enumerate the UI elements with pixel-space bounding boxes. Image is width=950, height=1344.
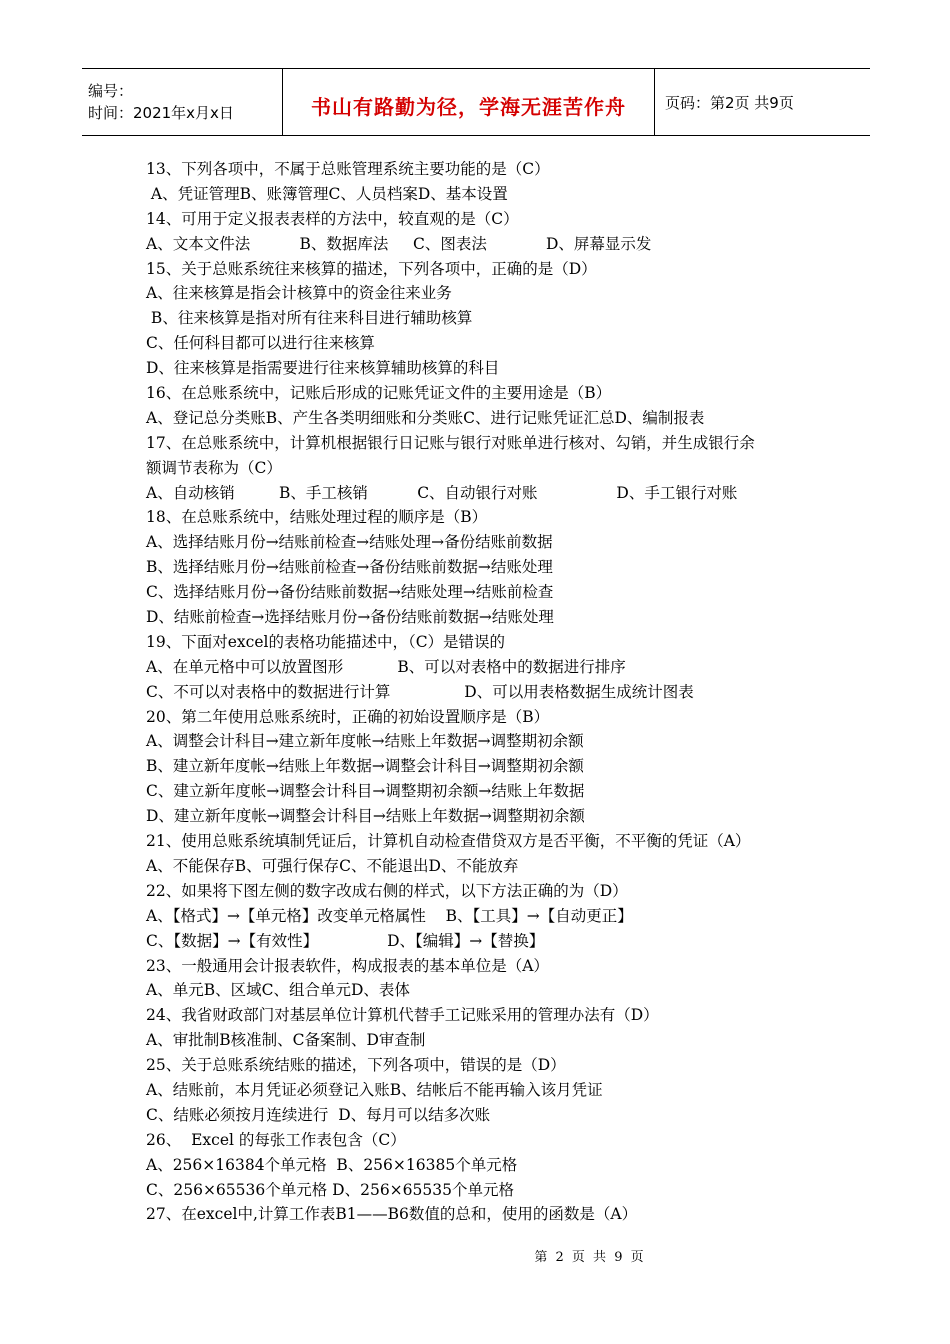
text-line: B、建立新年度帐→结账上年数据→调整会计科目→调整期初余额	[146, 757, 584, 776]
text-line: D、结账前检查→选择结账月份→备份结账前数据→结账处理	[146, 608, 554, 627]
text-line: C、选择结账月份→备份结账前数据→结账处理→结账前检查	[146, 583, 554, 602]
text-line: 26、 Excel 的每张工作表包含（C）	[146, 1130, 406, 1149]
text-line: 18、在总账系统中，结账处理过程的顺序是（B）	[146, 508, 488, 527]
text-line: A、在单元格中可以放置图形 B、可以对表格中的数据进行排序	[146, 657, 626, 676]
text-line: A、【格式】→【单元格】改变单元格属性 B、【工具】→【自动更正】	[146, 906, 633, 925]
text-line: C、256×65536个单元格 D、256×65535个单元格	[146, 1180, 514, 1199]
header-page-cell	[655, 69, 870, 135]
text-line: C、建立新年度帐→调整会计科目→调整期初余额→结账上年数据	[146, 782, 585, 801]
text-line: C、任何科目都可以进行往来核算	[146, 334, 375, 353]
header-page-label: 页码：第2页 共9页	[665, 93, 794, 112]
page-footer	[0, 1246, 950, 1265]
footer-page-number: 第 2 页 共 9 页	[534, 1250, 646, 1265]
text-line: A、结账前，本月凭证必须登记入账B、结帐后不能再输入该月凭证	[146, 1080, 603, 1099]
text-line: 15、关于总账系统往来核算的描述，下列各项中，正确的是（D）	[146, 259, 597, 278]
text-line: 25、关于总账系统结账的描述，下列各项中，错误的是（D）	[146, 1056, 566, 1075]
text-line: B、往来核算是指对所有往来科目进行辅助核算	[146, 309, 473, 328]
text-line: 额调节表称为（C）	[146, 458, 282, 477]
text-line: 24、我省财政部门对基层单位计算机代替手工记账采用的管理办法有（D）	[146, 1006, 659, 1025]
text-line: A、选择结账月份→结账前检查→结账处理→备份结账前数据	[146, 533, 553, 552]
text-line: A、单元B、区域C、组合单元D、表体	[146, 981, 410, 1000]
text-line: 27、在excel中,计算工作表B1——B6数值的总和，使用的函数是（A）	[146, 1205, 638, 1224]
text-line: C、不可以对表格中的数据进行计算 D、可以用表格数据生成统计图表	[146, 682, 694, 701]
text-line: D、建立新年度帐→调整会计科目→结账上年数据→调整期初余额	[146, 807, 585, 826]
doc-number-label: 编号：	[88, 82, 134, 100]
text-line: 19、下面对excel的表格功能描述中，（C）是错误的	[146, 632, 506, 651]
text-line: A、审批制B核准制、C备案制、D审查制	[146, 1031, 426, 1050]
text-line: A、不能保存B、可强行保存C、不能退出D、不能放弃	[146, 856, 519, 875]
text-line: A、自动核销 B、手工核销 C、自动银行对账 D、手工银行对账	[146, 483, 738, 502]
doc-time-label: 时间：2021年x月x日	[88, 104, 234, 122]
text-line: C、结账必须按月连续进行 D、每月可以结多次账	[146, 1105, 491, 1124]
text-line: 16、在总账系统中，记账后形成的记账凭证文件的主要用途是（B）	[146, 384, 612, 403]
text-line: D、往来核算是指需要进行往来核算辅助核算的科目	[146, 359, 500, 378]
header-meta	[82, 69, 283, 135]
text-line: A、文本文件法 B、数据库法 C、图表法 D、屏幕显示发	[146, 234, 652, 253]
text-line: 22、如果将下图左侧的数字改成右侧的样式，以下方法正确的为（D）	[146, 881, 628, 900]
text-line: B、选择结账月份→结账前检查→备份结账前数据→结账处理	[146, 558, 553, 577]
text-line: C、【数据】→【有效性】 D、【编辑】→【替换】	[146, 931, 545, 950]
header-motto-cell	[283, 69, 655, 135]
text-line: A、登记总分类账B、产生各类明细账和分类账C、进行记账凭证汇总D、编制报表	[146, 408, 705, 427]
document-body	[146, 157, 826, 1227]
text-line: 20、第二年使用总账系统时，正确的初始设置顺序是（B）	[146, 707, 550, 726]
text-line: A、调整会计科目→建立新年度帐→结账上年数据→调整期初余额	[146, 732, 584, 751]
page-header	[82, 68, 870, 136]
text-line: A、往来核算是指会计核算中的资金往来业务	[146, 284, 452, 303]
text-line: A、凭证管理B、账簿管理C、人员档案D、基本设置	[146, 184, 508, 203]
text-line: 14、可用于定义报表表样的方法中，较直观的是（C）	[146, 209, 519, 228]
text-line: 13、下列各项中，不属于总账管理系统主要功能的是（C）	[146, 160, 550, 178]
text-line: A、256×16384个单元格 B、256×16385个单元格	[146, 1155, 518, 1174]
text-line: 17、在总账系统中，计算机根据银行日记账与银行对账单进行核对、勾销，并生成银行余	[146, 433, 755, 452]
header-motto: 书山有路勤为径，学海无涯苦作舟	[311, 94, 626, 119]
text-line: 21、使用总账系统填制凭证后，计算机自动检查借贷双方是否平衡，不平衡的凭证（A）	[146, 832, 751, 851]
text-line: 23、一般通用会计报表软件，构成报表的基本单位是（A）	[146, 956, 549, 975]
